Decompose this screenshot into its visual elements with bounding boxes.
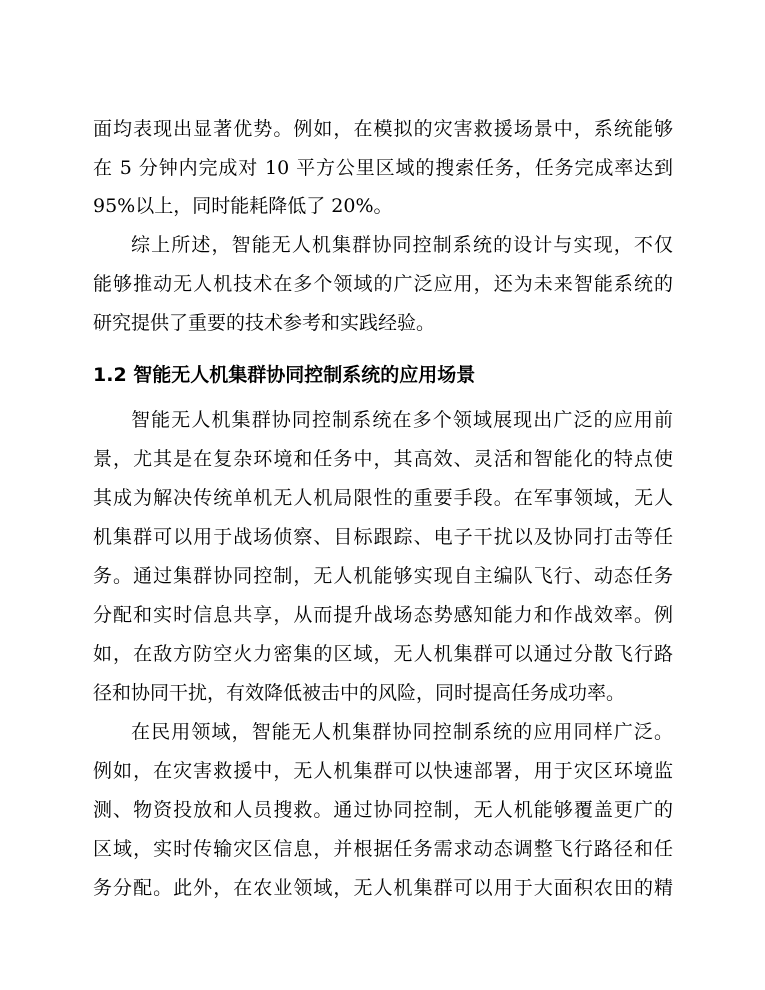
paragraph-1-line-1: 面均表现出显著优势。例如，在模拟的灾害救援场景中，系统能够 xyxy=(93,118,673,140)
paragraph-4-line-3: 测、物资投放和人员搜救。通过协同控制，无人机能够覆盖更广的 xyxy=(93,799,673,821)
paragraph-4-line-5: 务分配。此外，在农业领域，无人机集群可以用于大面积农田的精 xyxy=(93,877,673,899)
paragraph-4-line-2: 例如，在灾害救援中，无人机集群可以快速部署，用于灾区环境监 xyxy=(93,760,673,782)
paragraph-1-line-2: 在 5 分钟内完成对 10 平方公里区域的搜索任务，任务完成率达到 xyxy=(93,157,673,179)
paragraph-4-line-1: 在民用领域，智能无人机集群协同控制系统的应用同样广泛。 xyxy=(131,721,673,743)
paragraph-3-line-6: 分配和实时信息共享，从而提升战场态势感知能力和作战效率。例 xyxy=(93,604,673,626)
paragraph-2-line-3: 研究提供了重要的技术参考和实践经验。 xyxy=(93,312,436,334)
paragraph-3-line-5: 务。通过集群协同控制，无人机能够实现自主编队飞行、动态任务 xyxy=(93,565,673,587)
paragraph-3-line-2: 景，尤其是在复杂环境和任务中，其高效、灵活和智能化的特点使 xyxy=(93,448,673,470)
paragraph-2-line-1: 综上所述，智能无人机集群协同控制系统的设计与实现，不仅 xyxy=(131,234,673,256)
paragraph-3-line-3: 其成为解决传统单机无人机局限性的重要手段。在军事领域，无人 xyxy=(93,487,673,509)
paragraph-1-line-3: 95%以上，同时能耗降低了 20%。 xyxy=(93,195,393,217)
paragraph-4-line-4: 区域，实时传输灾区信息，并根据任务需求动态调整飞行路径和任 xyxy=(93,838,673,860)
paragraph-2-line-2: 能够推动无人机技术在多个领域的广泛应用，还为未来智能系统的 xyxy=(93,273,673,295)
section-heading: 1.2 智能无人机集群协同控制系统的应用场景 xyxy=(93,364,476,386)
paragraph-3-line-7: 如，在敌方防空火力密集的区域，无人机集群可以通过分散飞行路 xyxy=(93,643,673,665)
paragraph-3-line-8: 径和协同干扰，有效降低被击中的风险，同时提高任务成功率。 xyxy=(93,682,626,704)
paragraph-3-line-4: 机集群可以用于战场侦察、目标跟踪、电子干扰以及协同打击等任 xyxy=(93,526,673,548)
paragraph-3-line-1: 智能无人机集群协同控制系统在多个领域展现出广泛的应用前 xyxy=(131,409,673,431)
